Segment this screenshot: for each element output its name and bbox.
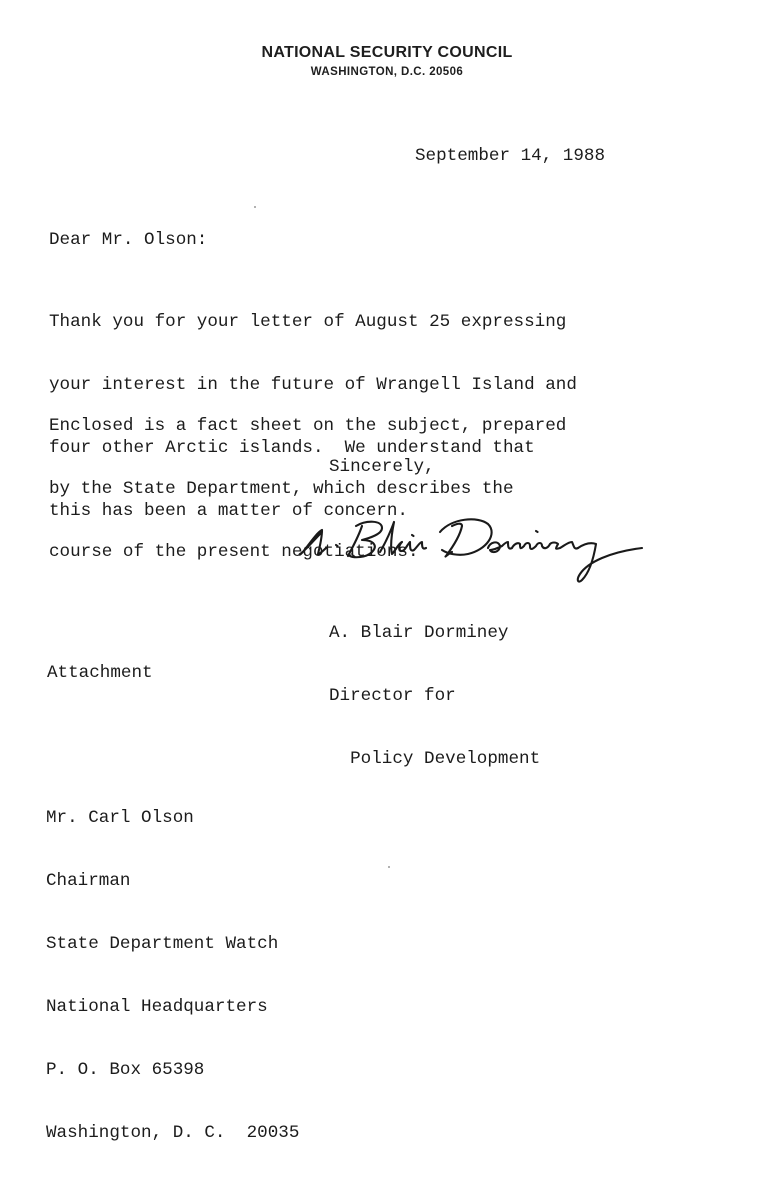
paragraph-line: your interest in the future of Wrangell Island and (49, 375, 577, 395)
salutation: Dear Mr. Olson: (49, 230, 208, 250)
scan-speck (388, 866, 390, 868)
closing: Sincerely, (329, 457, 435, 477)
recipient-address (46, 766, 299, 1186)
letter-date: September 14, 1988 (415, 146, 606, 166)
letterhead-organization: NATIONAL SECURITY COUNCIL (261, 44, 513, 61)
paragraph-line: this has been a matter of concern. (49, 501, 408, 521)
address-line: Mr. Carl Olson (46, 808, 194, 828)
scan-speck (254, 206, 256, 208)
signer-title-line-2: Policy Development (329, 749, 541, 769)
paragraph-line: Enclosed is a fact sheet on the subject, prepared (49, 416, 567, 436)
paragraph-line: Thank you for your letter of August 25 expressing (49, 312, 567, 332)
paragraph-line: four other Arctic islands. We understand that (49, 438, 535, 458)
letterhead-address: WASHINGTON, D.C. 20506 (310, 66, 464, 78)
address-line: P. O. Box 65398 (46, 1060, 205, 1080)
signer-title-line-1: Director for (329, 686, 456, 706)
signer-name: A. Blair Dorminey (329, 623, 509, 643)
address-line: Washington, D. C. 20035 (46, 1123, 300, 1143)
paragraph-line: by the State Department, which describes the (49, 479, 514, 499)
address-line: Chairman (46, 871, 131, 891)
enclosure-notation: Attachment (47, 663, 153, 683)
address-line: National Headquarters (46, 997, 268, 1017)
address-line: State Department Watch (46, 934, 279, 954)
paragraph-line: course of the present negotiations. (49, 542, 419, 562)
signature-block (329, 581, 540, 812)
